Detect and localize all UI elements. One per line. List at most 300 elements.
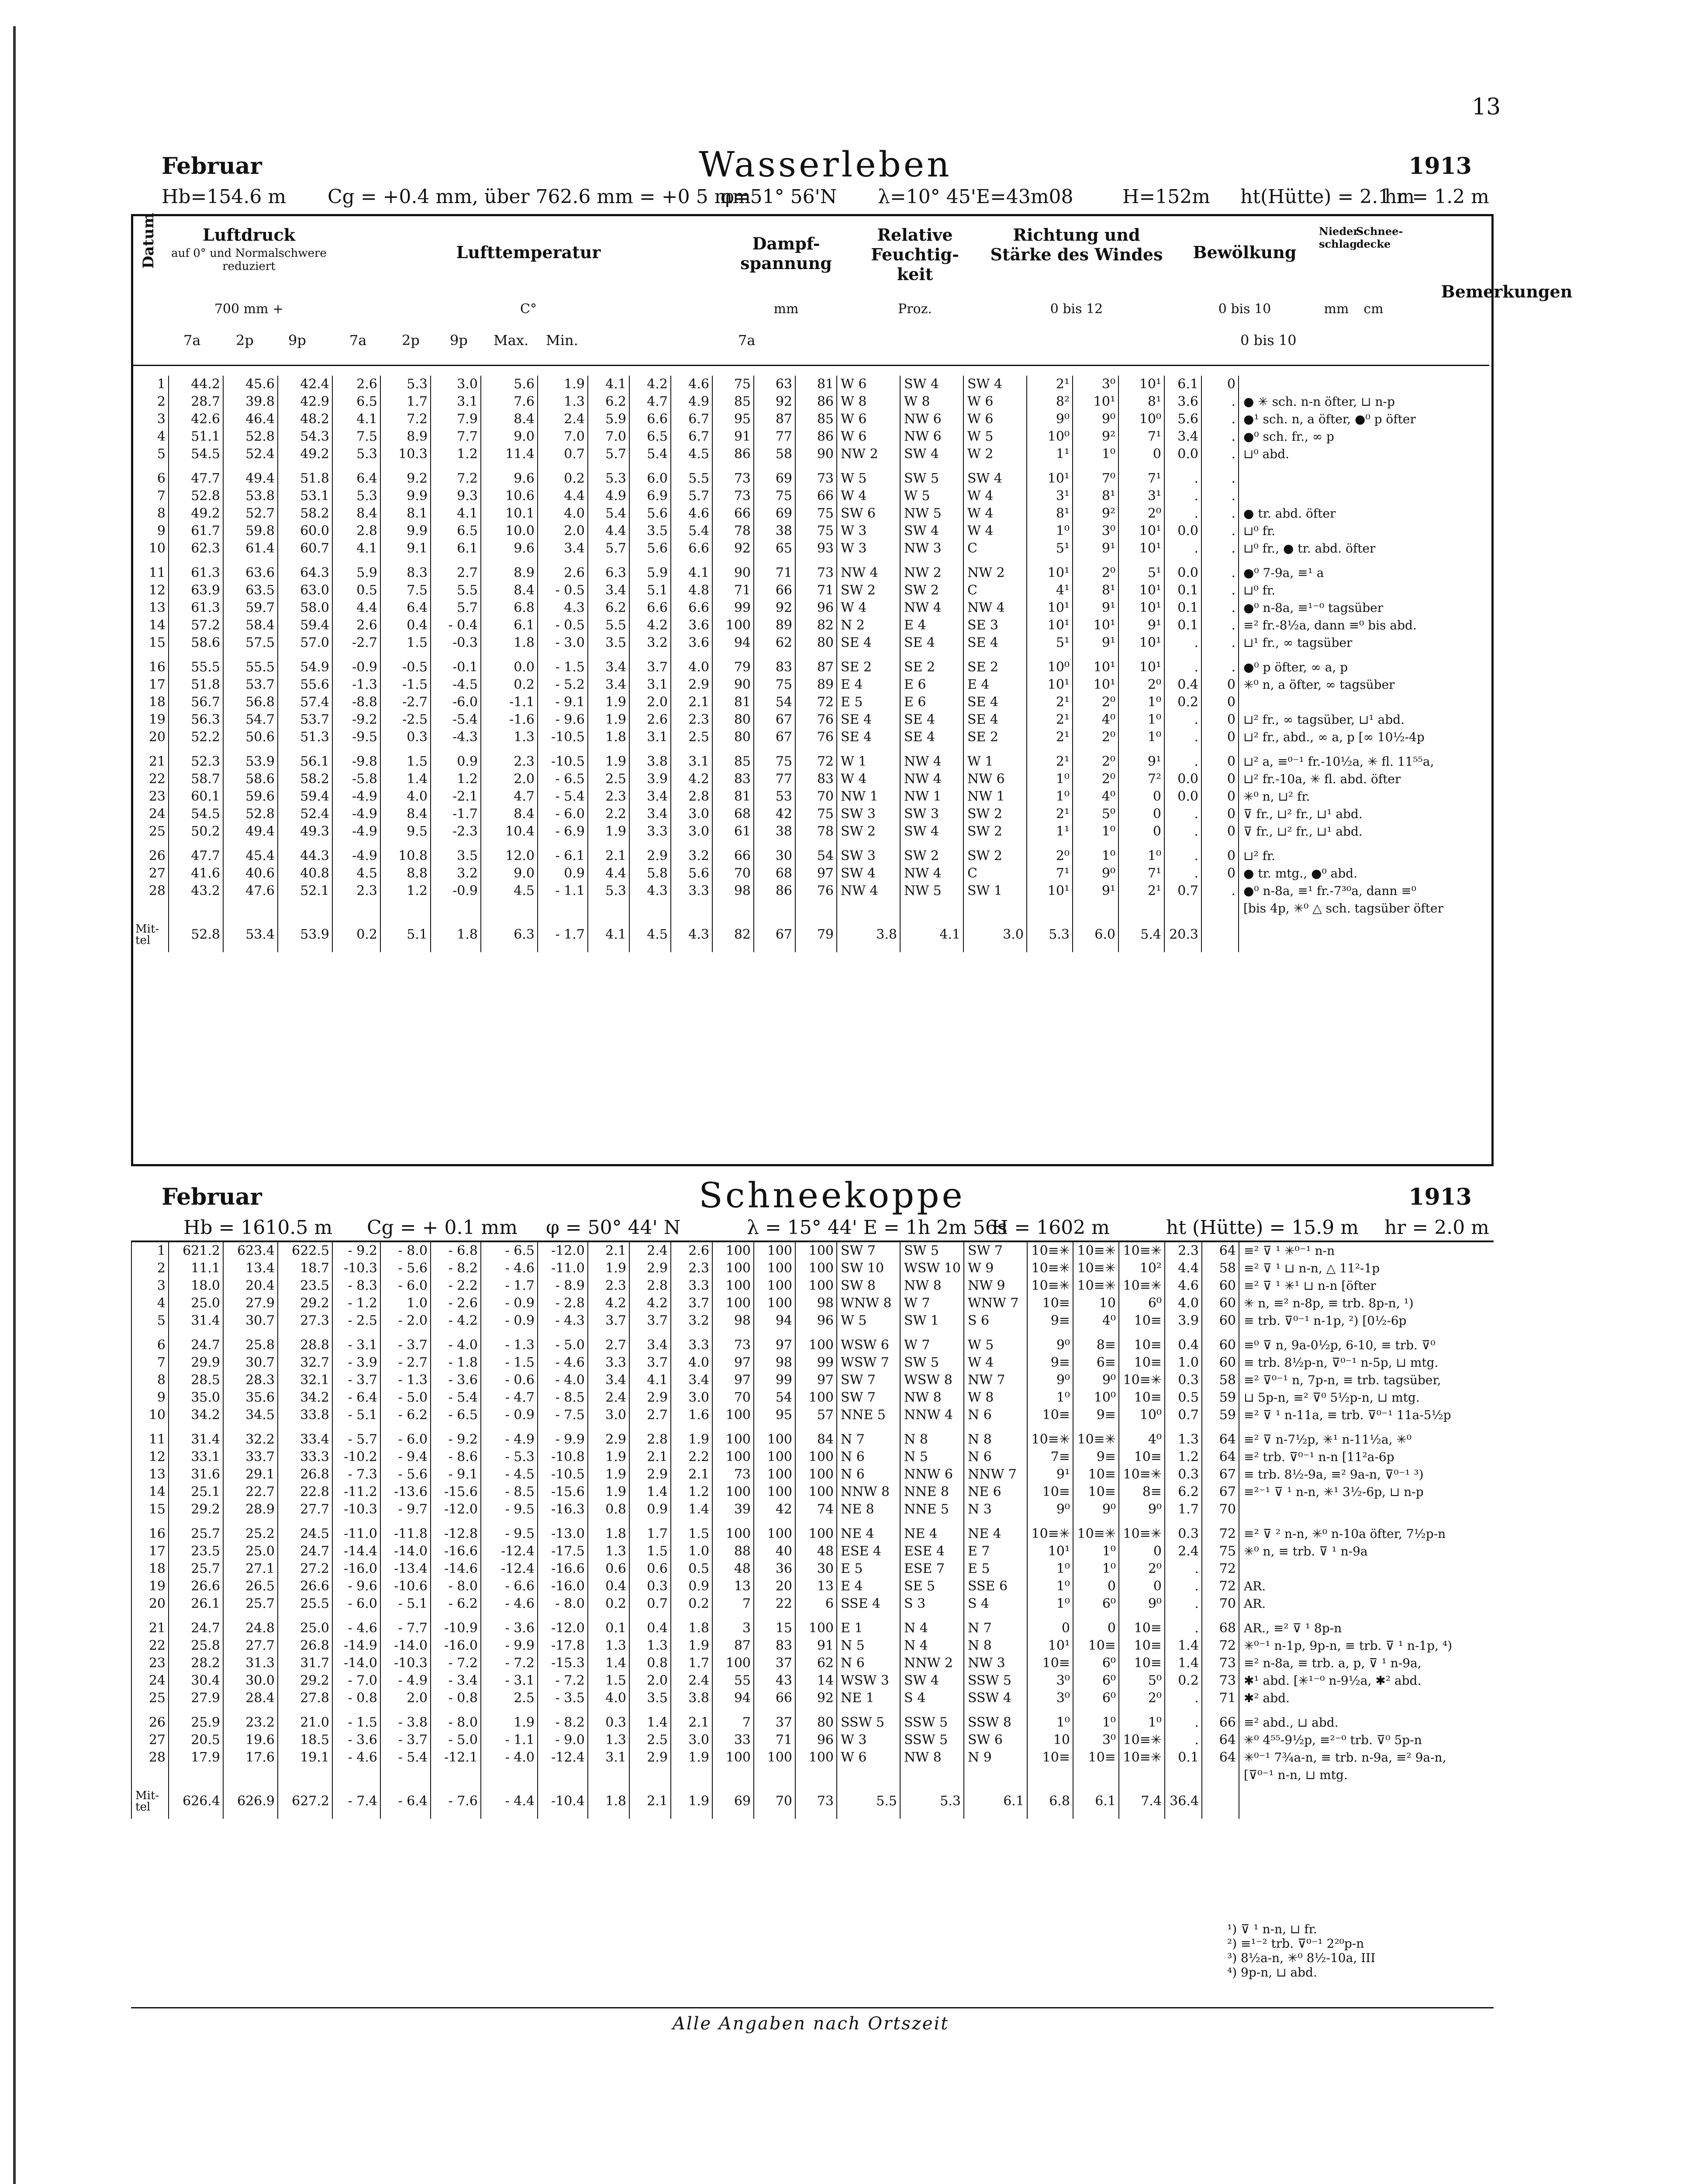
value-cell: - 7.0 xyxy=(332,1672,380,1690)
value-cell: SW 5 xyxy=(900,1354,964,1372)
value-cell: 3.0 xyxy=(671,823,712,840)
value-cell: 6.2 xyxy=(588,393,629,411)
value-cell: 10≡✳ xyxy=(1027,1242,1073,1260)
remark-cell: ≡⁰ ⊽ n, 9a-0½p, 6-10, ≡ trb. ⊽⁰ xyxy=(1239,1337,1466,1354)
value-cell: 1⁰ xyxy=(1027,1595,1073,1613)
value-cell: W 5 xyxy=(964,1337,1027,1354)
value-cell: 4¹ xyxy=(1027,582,1073,599)
value-cell: 1.9 xyxy=(671,1431,712,1448)
value-cell: SW 6 xyxy=(964,1731,1027,1749)
value-cell: 29.2 xyxy=(169,1501,223,1518)
day-cell: 22 xyxy=(131,771,169,788)
param-phi: φ=51° 56'N xyxy=(721,186,837,208)
value-cell: 2.7 xyxy=(431,564,481,582)
value-cell: 86 xyxy=(795,393,837,411)
value-cell: 5.6 xyxy=(1164,411,1201,428)
value-cell: 10≡✳ xyxy=(1119,1731,1165,1749)
value-cell: - 7.5 xyxy=(538,1406,588,1424)
value-cell: 4.4 xyxy=(588,865,629,882)
table-row xyxy=(131,582,1466,599)
value-cell: 63.5 xyxy=(223,582,278,599)
value-cell: -8.8 xyxy=(332,694,380,711)
value-cell: - 3.5 xyxy=(538,1690,588,1707)
remark-cell: ⊔⁰ fr. xyxy=(1239,522,1466,540)
value-cell: W 5 xyxy=(963,428,1027,446)
value-cell: 97 xyxy=(795,1372,837,1389)
value-cell: 6.7 xyxy=(671,411,712,428)
value-cell: 10≡✳ xyxy=(1119,1749,1165,1766)
value-cell: 1⁰ xyxy=(1027,1714,1073,1731)
value-cell: 4.0 xyxy=(671,659,712,676)
remark-cell xyxy=(1239,470,1466,487)
value-cell: 64 xyxy=(1202,1731,1239,1749)
value-cell: -14.0 xyxy=(380,1543,431,1560)
value-cell: 2.0 xyxy=(629,694,671,711)
value-cell: W 2 xyxy=(963,446,1027,463)
value-cell: SW 2 xyxy=(963,823,1027,840)
param-ht: ht(Hütte) = 2.1 m xyxy=(1240,186,1415,208)
value-cell: - 2.7 xyxy=(380,1354,431,1372)
value-cell: 6.3 xyxy=(588,564,629,582)
table-row xyxy=(131,1578,1466,1595)
value-cell: SE 2 xyxy=(963,729,1027,746)
value-cell: - 6.8 xyxy=(431,1242,481,1260)
value-cell: 5.8 xyxy=(629,865,671,882)
value-cell: 25.9 xyxy=(169,1714,223,1731)
day-cell: 9 xyxy=(131,522,169,540)
value-cell: . xyxy=(1165,1560,1202,1578)
value-cell: 98 xyxy=(754,1354,795,1372)
value-cell: 10≡ xyxy=(1119,1354,1165,1372)
table-row xyxy=(131,428,1466,446)
time-max: Max. xyxy=(494,332,529,349)
value-cell: 53.8 xyxy=(223,487,278,505)
value-cell: 10¹ xyxy=(1073,676,1118,694)
param-phi: φ = 50° 44' N xyxy=(546,1216,681,1239)
value-cell: SE 4 xyxy=(900,729,963,746)
value-cell: 49.4 xyxy=(223,470,278,487)
value-cell: 4.1 xyxy=(671,564,712,582)
value-cell: 3.3 xyxy=(671,1277,712,1295)
value-cell: NW 8 xyxy=(900,1277,964,1295)
value-cell: 3.7 xyxy=(629,1312,671,1330)
value-cell: 2.3 xyxy=(588,788,629,805)
value-cell: . xyxy=(1164,634,1201,652)
value-cell: - 3.7 xyxy=(380,1337,431,1354)
day-cell: 1 xyxy=(131,1242,169,1260)
day-cell: 10 xyxy=(131,1406,169,1424)
value-cell: SW 5 xyxy=(900,470,963,487)
value-cell: SE 2 xyxy=(963,659,1027,676)
value-cell: N 8 xyxy=(900,1431,964,1448)
day-cell: 21 xyxy=(131,753,169,771)
value-cell: 2⁰ xyxy=(1027,847,1073,865)
value-cell: 7.6 xyxy=(481,393,538,411)
mean-cell: 4.1 xyxy=(900,917,963,952)
value-cell: 26.6 xyxy=(278,1578,332,1595)
value-cell: W 4 xyxy=(837,599,900,617)
value-cell: -10.3 xyxy=(332,1260,380,1277)
value-cell: -11.0 xyxy=(538,1260,588,1277)
value-cell: 33.4 xyxy=(278,1431,332,1448)
value-cell: -9.5 xyxy=(332,729,380,746)
value-cell: 0 xyxy=(1073,1620,1119,1637)
value-cell: 0.0 xyxy=(1164,522,1201,540)
value-cell: 10⁰ xyxy=(1027,428,1073,446)
value-cell: 8¹ xyxy=(1027,505,1073,522)
value-cell: 22.8 xyxy=(278,1483,332,1501)
value-cell: . xyxy=(1165,1714,1202,1731)
value-cell: NW 3 xyxy=(964,1655,1027,1672)
value-cell: 2¹ xyxy=(1027,711,1073,729)
value-cell: 59 xyxy=(1202,1406,1239,1424)
value-cell: -10.2 xyxy=(332,1448,380,1466)
day-cell: 7 xyxy=(131,1354,169,1372)
value-cell: 66 xyxy=(754,582,795,599)
value-cell: 1⁰ xyxy=(1073,847,1118,865)
value-cell: 27.9 xyxy=(223,1295,278,1312)
value-cell: - 6.9 xyxy=(538,823,588,840)
value-cell: W 5 xyxy=(900,487,963,505)
value-cell: 17.9 xyxy=(169,1749,223,1766)
value-cell: N 9 xyxy=(964,1749,1027,1766)
value-cell: 14 xyxy=(795,1672,837,1690)
value-cell: 31.7 xyxy=(278,1655,332,1672)
value-cell: 4.1 xyxy=(629,1372,671,1389)
value-cell: - 4.3 xyxy=(538,1312,588,1330)
value-cell: -14.0 xyxy=(380,1637,431,1655)
value-cell: - 4.5 xyxy=(481,1466,538,1483)
value-cell: 0 xyxy=(1201,788,1239,805)
value-cell: 2.7 xyxy=(629,1406,671,1424)
value-cell: 54.3 xyxy=(278,428,332,446)
value-cell: 86 xyxy=(795,428,837,446)
row-gap xyxy=(131,1613,1466,1620)
footnote: ³) 8½a-n, ✳⁰ 8½-10a, III xyxy=(1227,1951,1376,1965)
value-cell: 29.1 xyxy=(223,1466,278,1483)
value-cell: 2.9 xyxy=(588,1431,629,1448)
value-cell: 0.5 xyxy=(332,582,380,599)
value-cell: 19.1 xyxy=(278,1749,332,1766)
value-cell: 1⁰ xyxy=(1027,1578,1073,1595)
value-cell: 59.8 xyxy=(223,522,278,540)
value-cell: 100 xyxy=(712,1655,754,1672)
remark-cell: ●⁰ p öfter, ∞ a, p xyxy=(1239,659,1466,676)
value-cell: 78 xyxy=(795,823,837,840)
value-cell: 25.8 xyxy=(223,1337,278,1354)
value-cell: 0.3 xyxy=(1165,1466,1202,1483)
value-cell: 10≡✳ xyxy=(1027,1260,1073,1277)
value-cell: 1.7 xyxy=(629,1525,671,1543)
value-cell: 10≡✳ xyxy=(1073,1431,1119,1448)
value-cell: . xyxy=(1164,753,1201,771)
value-cell: - 9.2 xyxy=(431,1431,481,1448)
value-cell: W 8 xyxy=(900,393,963,411)
value-cell: 0.2 xyxy=(1164,694,1201,711)
value-cell: 4.4 xyxy=(1165,1260,1202,1277)
value-cell: 6.6 xyxy=(629,599,671,617)
value-cell: 10≡ xyxy=(1027,1749,1073,1766)
value-cell: 51.1 xyxy=(169,428,223,446)
value-cell: 71 xyxy=(1202,1690,1239,1707)
value-cell: 5.3 xyxy=(332,446,380,463)
value-cell: 50.2 xyxy=(169,823,223,840)
value-cell: 41.6 xyxy=(169,865,223,882)
value-cell: 1.2 xyxy=(671,1483,712,1501)
day-cell: 4 xyxy=(131,1295,169,1312)
mean-cell: - 6.4 xyxy=(380,1784,431,1819)
col-temp-unit: C° xyxy=(520,301,537,317)
value-cell: 20.4 xyxy=(223,1277,278,1295)
value-cell: 9¹ xyxy=(1118,753,1164,771)
value-cell: - 3.1 xyxy=(481,1672,538,1690)
value-cell: 100 xyxy=(795,1749,837,1766)
value-cell: SW 2 xyxy=(963,805,1027,823)
value-cell: 10.4 xyxy=(481,823,538,840)
value-cell: - 5.6 xyxy=(380,1260,431,1277)
remark-cell: ≡² ⊽ ¹ ✳⁰⁻¹ n-n xyxy=(1239,1242,1466,1260)
table-row xyxy=(131,1406,1466,1424)
value-cell: - 4.7 xyxy=(481,1389,538,1406)
value-cell: 47.7 xyxy=(169,847,223,865)
mean-cell: 4.3 xyxy=(671,917,712,952)
value-cell: 3.5 xyxy=(629,1690,671,1707)
value-cell: 2.2 xyxy=(671,1448,712,1466)
value-cell: 62 xyxy=(795,1655,837,1672)
value-cell: 7¹ xyxy=(1118,428,1164,446)
schneekoppe-table xyxy=(131,1242,1466,1819)
value-cell: NW 8 xyxy=(900,1749,964,1766)
value-cell: -1.6 xyxy=(481,711,538,729)
value-cell: 44.3 xyxy=(278,847,332,865)
value-cell: 10≡✳ xyxy=(1119,1466,1165,1483)
value-cell: - 3.7 xyxy=(332,1372,380,1389)
param-h: H = 1602 m xyxy=(991,1216,1110,1239)
value-cell: 31.3 xyxy=(223,1655,278,1672)
value-cell: SE 3 xyxy=(963,617,1027,634)
value-cell: 6.8 xyxy=(481,599,538,617)
value-cell: 3.4 xyxy=(538,540,588,557)
value-cell: 2⁰ xyxy=(1119,1690,1165,1707)
value-cell: 69 xyxy=(754,470,795,487)
value-cell: 26.1 xyxy=(169,1595,223,1613)
value-cell: 85 xyxy=(712,393,754,411)
value-cell: 30.7 xyxy=(223,1354,278,1372)
value-cell: SW 4 xyxy=(900,446,963,463)
value-cell: 13.4 xyxy=(223,1260,278,1277)
mean-cell: 3.8 xyxy=(837,917,900,952)
value-cell: E 1 xyxy=(837,1620,900,1637)
col-datum: Datum xyxy=(140,213,157,269)
value-cell: 10⁰ xyxy=(1118,411,1164,428)
value-cell: 27.7 xyxy=(223,1637,278,1655)
value-cell: 0.2 xyxy=(588,1595,629,1613)
remark-cell: ≡²⁻¹ ⊽ ¹ n-n, ✳¹ 3½-6p, ⊔ n-p xyxy=(1239,1483,1466,1501)
value-cell: 3.4 xyxy=(1164,428,1201,446)
value-cell: 51.3 xyxy=(278,729,332,746)
value-cell: -12.4 xyxy=(481,1543,538,1560)
remark-cell: ⊔² fr. xyxy=(1239,847,1466,865)
value-cell: SW 1 xyxy=(963,882,1027,900)
value-cell: 1⁰ xyxy=(1073,1543,1119,1560)
value-cell: C xyxy=(963,540,1027,557)
remark-cell: ●⁰ 7-9a, ≡¹ a xyxy=(1239,564,1466,582)
value-cell: 4.0 xyxy=(588,1690,629,1707)
value-cell: W 7 xyxy=(900,1295,964,1312)
value-cell: 25.2 xyxy=(223,1525,278,1543)
value-cell: -12.8 xyxy=(431,1525,481,1543)
value-cell: 39 xyxy=(712,1501,754,1518)
value-cell: NE 4 xyxy=(964,1525,1027,1543)
value-cell: - 0.6 xyxy=(481,1372,538,1389)
day-cell: 25 xyxy=(131,1690,169,1707)
value-cell: NNW 8 xyxy=(837,1483,900,1501)
value-cell: E 6 xyxy=(900,676,963,694)
value-cell: 10¹ xyxy=(1073,659,1118,676)
value-cell: 3.0 xyxy=(671,1389,712,1406)
value-cell: 55.5 xyxy=(169,659,223,676)
value-cell: 4.0 xyxy=(1165,1295,1202,1312)
mean-label: Mit-tel xyxy=(131,917,169,952)
value-cell: 6.2 xyxy=(588,599,629,617)
value-cell: 2.1 xyxy=(671,1466,712,1483)
value-cell: 10¹ xyxy=(1027,676,1073,694)
value-cell: 100 xyxy=(754,1295,795,1312)
value-cell: 33.1 xyxy=(169,1448,223,1466)
value-cell: -12.0 xyxy=(538,1620,588,1637)
value-cell: - 7.7 xyxy=(380,1620,431,1637)
mean-cell: 1.9 xyxy=(671,1784,712,1819)
value-cell: 74 xyxy=(795,1501,837,1518)
value-cell: 2.9 xyxy=(629,1749,671,1766)
value-cell: 1.4 xyxy=(1165,1637,1202,1655)
value-cell: - 5.0 xyxy=(431,1731,481,1749)
value-cell: 9.9 xyxy=(380,522,431,540)
value-cell: 8.4 xyxy=(380,805,431,823)
value-cell: 53 xyxy=(754,788,795,805)
value-cell: 77 xyxy=(754,771,795,788)
value-cell: 58 xyxy=(1202,1372,1239,1389)
value-cell: 3 xyxy=(712,1620,754,1637)
col-schnee-unit: cm xyxy=(1363,301,1384,317)
table-row xyxy=(131,711,1466,729)
value-cell: 10≡ xyxy=(1073,1466,1119,1483)
value-cell: 0.9 xyxy=(538,865,588,882)
value-cell: 18.0 xyxy=(169,1277,223,1295)
value-cell: 32.1 xyxy=(278,1372,332,1389)
value-cell: 29.2 xyxy=(278,1672,332,1690)
value-cell: 3.7 xyxy=(588,1312,629,1330)
value-cell: 9⁰ xyxy=(1119,1501,1165,1518)
mean-cell: 5.3 xyxy=(1027,917,1073,952)
day-cell: 16 xyxy=(131,1525,169,1543)
value-cell: 6.7 xyxy=(671,428,712,446)
param-ht: ht (Hütte) = 15.9 m xyxy=(1166,1216,1359,1239)
value-cell: W 8 xyxy=(964,1389,1027,1406)
value-cell: 3.3 xyxy=(671,1337,712,1354)
table-row xyxy=(131,540,1466,557)
value-cell: 87 xyxy=(754,411,795,428)
day-cell: 23 xyxy=(131,1655,169,1672)
value-cell: 0 xyxy=(1118,788,1164,805)
bottom-rule xyxy=(131,2007,1494,2008)
value-cell: 91 xyxy=(795,1637,837,1655)
value-cell: 10≡ xyxy=(1027,1655,1073,1672)
value-cell: 92 xyxy=(712,540,754,557)
value-cell: -5.8 xyxy=(332,771,380,788)
remark-cell: ≡² ⊽ ¹ n-11a, ≡ trb. ⊽⁰⁻¹ 11a-5½p xyxy=(1239,1406,1466,1424)
value-cell: 10¹ xyxy=(1027,1637,1073,1655)
value-cell: 0.9 xyxy=(629,1501,671,1518)
value-cell: 10≡✳ xyxy=(1027,1431,1073,1448)
value-cell: - 8.5 xyxy=(538,1389,588,1406)
value-cell: 2.0 xyxy=(629,1672,671,1690)
value-cell: W 3 xyxy=(837,1731,900,1749)
value-cell: 49.3 xyxy=(278,823,332,840)
value-cell: 0.1 xyxy=(1165,1749,1202,1766)
value-cell: E 4 xyxy=(900,617,963,634)
value-cell: 89 xyxy=(754,617,795,634)
value-cell: - 1.2 xyxy=(332,1295,380,1312)
value-cell: 622.5 xyxy=(278,1242,332,1260)
value-cell: 85 xyxy=(712,753,754,771)
value-cell: 100 xyxy=(795,1620,837,1637)
value-cell: SW 4 xyxy=(900,823,963,840)
value-cell: NW 4 xyxy=(900,865,963,882)
time-2p: 2p xyxy=(402,332,420,349)
value-cell: 0 xyxy=(1201,376,1239,393)
value-cell: E 4 xyxy=(837,676,900,694)
value-cell: 3.6 xyxy=(1164,393,1201,411)
value-cell: 2.4 xyxy=(629,1242,671,1260)
value-cell: -10.5 xyxy=(538,753,588,771)
value-cell: 5¹ xyxy=(1118,564,1164,582)
table-row xyxy=(131,1295,1466,1312)
value-cell: 96 xyxy=(795,599,837,617)
value-cell: 52.1 xyxy=(278,882,332,900)
value-cell: 92 xyxy=(754,393,795,411)
value-cell: 80 xyxy=(795,634,837,652)
value-cell: SE 4 xyxy=(963,634,1027,652)
value-cell: N 4 xyxy=(900,1637,964,1655)
value-cell: NNE 8 xyxy=(900,1483,964,1501)
value-cell: W 4 xyxy=(837,487,900,505)
value-cell: - 8.0 xyxy=(380,1242,431,1260)
value-cell: 2¹ xyxy=(1027,376,1073,393)
mean-cell: - 4.4 xyxy=(481,1784,538,1819)
value-cell: - 0.9 xyxy=(481,1406,538,1424)
value-cell: N 7 xyxy=(837,1431,900,1448)
value-cell: 0.4 xyxy=(1165,1337,1202,1354)
value-cell: - 0.5 xyxy=(538,617,588,634)
value-cell: NW 4 xyxy=(900,771,963,788)
table-row xyxy=(131,823,1466,840)
value-cell: 1.4 xyxy=(380,771,431,788)
value-cell: 5.7 xyxy=(431,599,481,617)
table-row xyxy=(131,1431,1466,1448)
value-cell: 1.9 xyxy=(671,1749,712,1766)
value-cell: WNW 7 xyxy=(964,1295,1027,1312)
value-cell: . xyxy=(1201,428,1239,446)
value-cell: 9≡ xyxy=(1073,1406,1119,1424)
value-cell: 3.6 xyxy=(671,617,712,634)
value-cell: -13.6 xyxy=(380,1483,431,1501)
value-cell: 6≡ xyxy=(1073,1354,1119,1372)
value-cell: SE 4 xyxy=(837,729,900,746)
value-cell: 1.4 xyxy=(588,1655,629,1672)
value-cell: 6.6 xyxy=(671,540,712,557)
value-cell: . xyxy=(1164,805,1201,823)
